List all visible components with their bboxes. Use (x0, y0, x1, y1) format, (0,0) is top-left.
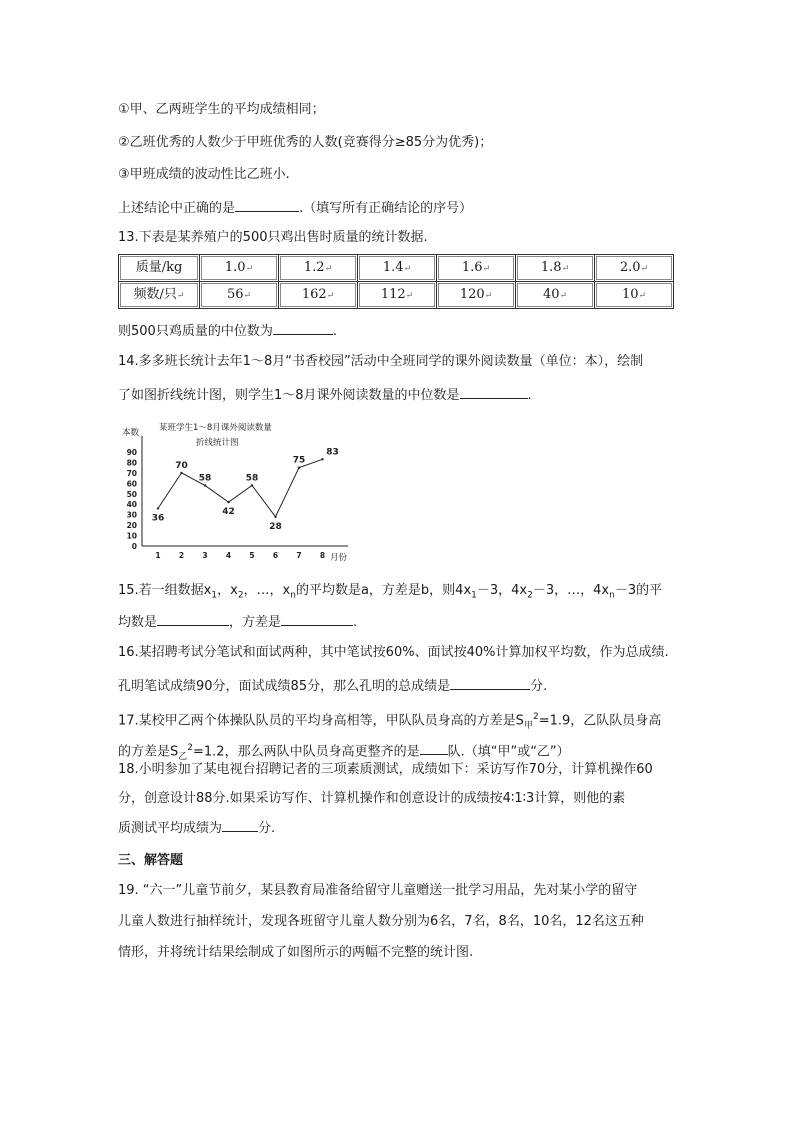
y-tick-label: 20 (126, 521, 137, 531)
table-cell (119, 255, 200, 282)
return-mark: ↵ (326, 291, 335, 301)
return-mark: ↵ (484, 291, 493, 301)
return-mark: ↵ (324, 264, 333, 274)
q18-line-3 (118, 817, 275, 839)
x-tick-label: 8 (319, 551, 326, 560)
return-mark: ↵ (559, 291, 568, 301)
data-point (204, 484, 206, 486)
y-tick-label: 70 (126, 468, 137, 478)
table-row (119, 255, 674, 282)
q12-text-end: .（填写所有正确结论的序号） (299, 201, 473, 216)
count-value: 56 (226, 287, 244, 302)
answer-blank (235, 197, 299, 212)
q17-text: 队.（填“甲”或“乙”） (447, 744, 570, 760)
table-cell (437, 282, 516, 309)
mass-value: 1.8 (540, 260, 562, 275)
data-point (227, 501, 229, 503)
chart-title: 某班学生1～8月课外阅读数量 (159, 423, 272, 433)
data-label: 83 (326, 447, 339, 458)
q16-line-2 (118, 675, 547, 697)
q15-text: －3，…，4x (532, 583, 610, 598)
q19-line-1: 19. “六一”儿童节前夕，某县教育局准备给留守儿童赠送一批学习用品，先对某小学的留守 (118, 883, 638, 898)
table-cell (358, 282, 437, 309)
data-point (157, 507, 159, 509)
q17-line-1 (118, 707, 661, 736)
subscript: 1 (211, 590, 218, 601)
subscript: 2 (237, 590, 244, 601)
q17-text: 17.某校甲乙两个体操队队员的平均身高相等，甲队队员身高的方差是S (118, 713, 524, 729)
x-axis-label: 月份 (330, 553, 348, 563)
data-label: 28 (269, 521, 282, 532)
count-value: 112 (380, 287, 406, 302)
q18-line-1: 18.小明参加了某电视台招聘记者的三项素质测试，成绩如下：采访写作70分，计算机操作60 (118, 762, 653, 777)
data-point (251, 484, 253, 486)
count-value: 162 (301, 287, 327, 302)
count-label: 频数/只 (133, 287, 177, 302)
table-cell-value (596, 283, 672, 307)
y-tick-label: 80 (126, 458, 137, 468)
q18-line-2: 分，创意设计88分.如果采访写作、计算机操作和创意设计的成绩按4∶1∶3计算，则他的素 (118, 791, 626, 806)
data-label: 42 (222, 507, 235, 518)
answer-blank (460, 384, 528, 399)
table-cell-value (359, 256, 435, 280)
statement-2: ②乙班优秀的人数少于甲班优秀的人数(竞赛得分≥85分为优秀)； (118, 135, 493, 150)
return-mark: ↵ (638, 291, 647, 301)
table-cell (279, 255, 358, 282)
table-row (119, 282, 674, 309)
reading-line-chart (116, 418, 356, 568)
table-cell (279, 282, 358, 309)
statement-3: ③甲班成绩的波动性比乙班小. (118, 167, 290, 182)
table-cell-value (201, 256, 277, 280)
table-cell-value (596, 256, 672, 280)
answer-blank (420, 740, 448, 755)
table-cell-value (517, 256, 593, 280)
data-label: 58 (245, 473, 259, 484)
q18-text: 分. (258, 821, 276, 836)
q13-answer-line (118, 320, 337, 342)
answer-blank (450, 675, 530, 690)
y-tick-label: 50 (126, 489, 137, 499)
q14-text: 了如图折线统计图，则学生1～8月课外阅读数量的中位数是 (118, 388, 460, 403)
table-cell (358, 255, 437, 282)
q16-line-1: 16.某招聘考试分笔试和面试两种，其中笔试按60%、面试按40%计算加权平均数，作为总成绩. (118, 645, 669, 660)
subscript: 2 (527, 590, 533, 601)
table-cell-value (359, 283, 435, 307)
q15-text: －3的平 (614, 583, 663, 598)
return-mark: ↵ (640, 264, 649, 274)
q14-line-1: 14.多多班长统计去年1～8月“书香校园”活动中全班同学的课外阅读数量（单位：本），绘制 (118, 354, 644, 369)
table-cell (437, 255, 516, 282)
answer-blank (222, 817, 258, 832)
table-cell-value (438, 256, 514, 280)
y-tick-label: 30 (126, 510, 137, 520)
x-tick-label: 7 (296, 551, 302, 560)
mass-value: 1.2 (303, 260, 325, 275)
y-tick-label: 10 (126, 531, 137, 541)
weight-frequency-table (118, 254, 674, 309)
return-mark: ↵ (403, 264, 412, 274)
q13-question: 13.下表是某养殖户的500只鸡出售时质量的统计数据. (118, 230, 428, 245)
table-cell-value (201, 283, 277, 307)
row-header-mass: 质量/kg (120, 256, 198, 280)
q17-text: =1.2，那么两队中队员身高更整齐的是 (193, 744, 420, 760)
return-mark: ↵ (243, 291, 252, 301)
q12-prompt (118, 197, 472, 219)
x-tick-label: 1 (155, 551, 161, 560)
table-cell (200, 282, 279, 309)
subscript: n (290, 590, 296, 601)
q15-text: 15.若一组数据x (118, 583, 212, 598)
count-value: 10 (621, 287, 639, 302)
subscript: 1 (471, 590, 477, 601)
q15-line-2 (118, 611, 357, 633)
row-header-count (120, 283, 198, 307)
data-label: 70 (175, 460, 188, 471)
table-cell (516, 255, 595, 282)
q15-text: ，方差是 (229, 615, 282, 630)
return-mark: ↵ (245, 264, 254, 274)
q13-answer-text: 则500只鸡质量的中位数为 (118, 324, 273, 339)
q18-text: 质测试平均成绩为 (118, 821, 223, 836)
data-label: 58 (198, 473, 212, 484)
q15-text: －3，4x (476, 583, 528, 598)
x-tick-label: 4 (225, 551, 232, 560)
data-point (180, 472, 182, 474)
subscript: n (609, 590, 615, 601)
q19-line-2: 儿童人数进行抽样统计，发现各班留守儿童人数分别为6名，7名，8名，10名，12名这五种 (118, 914, 644, 929)
section-heading: 三、解答题 (118, 853, 184, 868)
y-tick-label: 60 (126, 479, 137, 489)
data-point (321, 458, 323, 460)
q19-line-3: 情形，并将统计结果绘制成了如图所示的两幅不完整的统计图. (118, 945, 474, 960)
subscript: 甲 (523, 720, 533, 731)
mass-value: 2.0 (619, 260, 641, 275)
answer-blank (157, 611, 229, 626)
table-cell (516, 282, 595, 309)
q15-text: 均数是 (118, 615, 158, 630)
data-label: 75 (292, 455, 306, 466)
chart-subtitle: 折线统计图 (196, 438, 239, 448)
statement-1: ①甲、乙两班学生的平均成绩相同； (118, 102, 325, 117)
table-cell (200, 255, 279, 282)
x-tick-label: 5 (249, 551, 255, 560)
table-cell (595, 282, 674, 309)
data-point (274, 516, 276, 518)
return-mark: ↵ (176, 291, 185, 301)
q17-text: 的方差是S (118, 744, 179, 760)
q15-text: 的平均数是a，方差是b，则4x (295, 583, 472, 598)
data-label: 36 (151, 513, 165, 524)
x-tick-label: 2 (178, 551, 185, 560)
superscript: 2 (187, 743, 194, 753)
answer-blank (281, 611, 353, 626)
table-cell-value (280, 283, 356, 307)
data-point (298, 466, 300, 468)
table-cell-value (280, 256, 356, 280)
q12-text: 上述结论中正确的是 (118, 201, 236, 216)
q15-text: . (353, 615, 358, 630)
mass-value: 1.6 (461, 260, 483, 275)
table-cell (595, 255, 674, 282)
mass-value: 1.0 (224, 260, 246, 275)
table-cell-value (438, 283, 514, 307)
q15-line-1 (118, 581, 662, 606)
count-value: 120 (459, 287, 485, 302)
y-tick-label: 90 (126, 448, 137, 457)
return-mark: ↵ (482, 264, 491, 274)
x-tick-label: 6 (272, 551, 279, 560)
subscript: 乙 (178, 751, 188, 762)
q17-text: =1.9，乙队队员身高 (538, 713, 662, 729)
mass-value: 1.4 (382, 260, 404, 275)
superscript: 2 (532, 712, 539, 722)
q15-text: ，x (217, 583, 238, 598)
table-cell-value (517, 283, 593, 307)
q15-text: ，…，x (243, 583, 291, 598)
q14-line-2 (118, 384, 532, 406)
return-mark: ↵ (405, 291, 414, 301)
count-value: 40 (542, 287, 560, 302)
y-axis-label: 本数 (122, 428, 140, 438)
q16-text: 孔明笔试成绩90分，面试成绩85分，那么孔明的总成绩是 (118, 679, 451, 694)
y-tick-label: 40 (126, 500, 137, 510)
y-tick-label: 0 (131, 542, 137, 551)
return-mark: ↵ (561, 264, 570, 274)
answer-blank (273, 320, 333, 335)
q16-text: 分. (530, 679, 548, 694)
table-cell (119, 282, 200, 309)
q14-text-end: . (527, 388, 532, 403)
x-tick-label: 3 (202, 551, 208, 560)
q13-answer-end: . (332, 324, 337, 339)
